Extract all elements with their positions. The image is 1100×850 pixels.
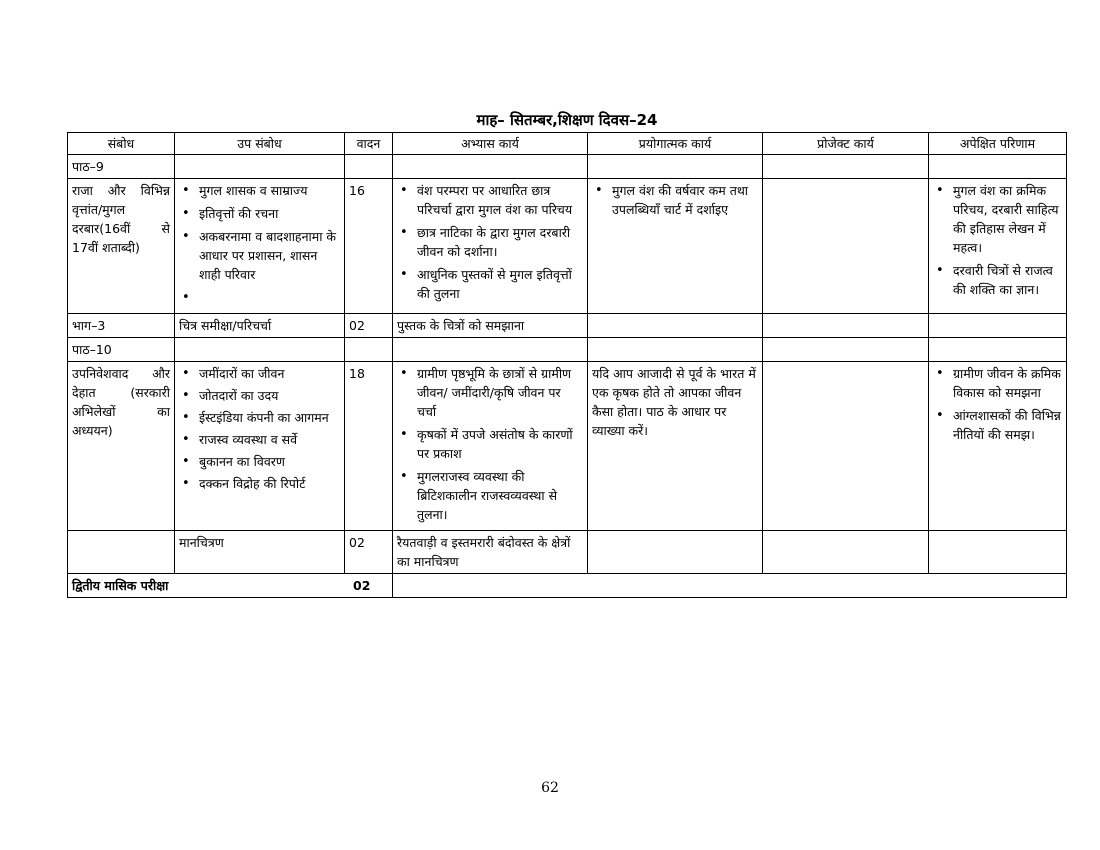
path9-abhyas-list xyxy=(397,181,583,303)
table-row xyxy=(68,338,1067,362)
list-item: • मुगल वंश का क्रमिक परिचय, दरबारी साहित्य की इतिहास लेखन में महत्व। xyxy=(933,181,1062,257)
header-vadan: वादन xyxy=(345,133,393,155)
table-row xyxy=(68,155,1067,179)
exam-label: द्वितीय मासिक परीक्षा xyxy=(72,578,169,593)
path10-parinam-list xyxy=(933,364,1062,444)
header-parinam: अपेक्षित परिणाम xyxy=(929,133,1067,155)
list-item: • मुगल वंश की वर्षवार कम तथा उपलब्धियाँ चार्ट में दर्शाइए xyxy=(592,181,758,219)
header-row xyxy=(68,133,1067,155)
path10-label: पाठ–10 xyxy=(68,338,175,362)
path10-up-sambodh-list xyxy=(179,364,340,493)
bhag3-vadan: 02 xyxy=(345,314,393,338)
manchitran-abhyas: रैयतवाड़ी व इस्तमरारी बंदोवस्त के क्षेत्रों का मानचित्रण xyxy=(393,531,588,574)
exam-row xyxy=(68,574,1067,598)
header-prayogatmak: प्रयोगात्मक कार्य xyxy=(588,133,763,155)
list-item: • दरवारी चित्रों से राजत्व की शक्ति का ज्ञान। xyxy=(933,261,1062,299)
path9-up-sambodh-list xyxy=(179,181,340,307)
table-row xyxy=(68,314,1067,338)
list-item: • ग्रामीण पृष्ठभूमि के छात्रों से ग्रामीण जीवन/ जमींदारी/कृषि जीवन पर चर्चा xyxy=(397,364,583,421)
header-abhyas: अभ्यास कार्य xyxy=(393,133,588,155)
list-item: • मुगल शासक व साम्राज्य xyxy=(179,181,340,200)
list-item: • राजस्व व्यवस्था व सर्वे xyxy=(179,430,340,449)
page-number: 62 xyxy=(541,780,559,796)
bhag3-label: भाग–3 xyxy=(68,314,175,338)
page-title: माह– सितम्बर,शिक्षण दिवस–24 xyxy=(476,111,658,129)
exam-vadan: 02 xyxy=(353,578,371,593)
list-item: • ग्रामीण जीवन के क्रमिक विकास को समझना xyxy=(933,364,1062,402)
header-project: प्रोजेक्ट कार्य xyxy=(763,133,929,155)
path10-sambodh: उपनिवेशवाद और देहात (सरकारी अभिलेखों का अध्ययन) xyxy=(68,362,175,531)
path9-parinam-list xyxy=(933,181,1062,299)
header-up-sambodh: उप संबोध xyxy=(175,133,345,155)
bhag3-up-sambodh: चित्र समीक्षा/परिचर्चा xyxy=(175,314,345,338)
path9-sambodh: राजा और विभिन्न वृत्तांत/मुगल दरबार(16वीं से 17वीं शताब्दी) xyxy=(68,179,175,314)
list-item: • मुगलराजस्व व्यवस्था की ब्रिटिशकालीन राजस्वव्यवस्था से तुलना। xyxy=(397,467,583,524)
list-item: • ईस्टइंडिया कंपनी का आगमन xyxy=(179,408,340,427)
list-item: • वंश परम्परा पर आधारित छात्र परिचर्चा द्वारा मुगल वंश का परिचय xyxy=(397,181,583,219)
list-item: • जोतदारों का उदय xyxy=(179,386,340,405)
list-item: • छात्र नाटिका के द्वारा मुगल दरबारी जीवन को दर्शाना। xyxy=(397,223,583,261)
path10-vadan: 18 xyxy=(345,362,393,531)
list-item: • आधुनिक पुस्तकों से मुगल इतिवृत्तों की तुलना xyxy=(397,265,583,303)
list-item: • कृषकों में उपजे असंतोष के कारणों पर प्रकाश xyxy=(397,425,583,463)
path9-project xyxy=(763,179,929,314)
list-item: • इतिवृत्तों की रचना xyxy=(179,204,340,223)
path10-abhyas-list xyxy=(397,364,583,524)
list-item: • आंग्लशासकों की विभिन्न नीतियों की समझ। xyxy=(933,406,1062,444)
manchitran-up-sambodh: मानचित्रण xyxy=(175,531,345,574)
header-sambodh: संबोध xyxy=(68,133,175,155)
list-item: • जमींदारों का जीवन xyxy=(179,364,340,383)
list-item: • अकबरनामा व बादशाहनामा के आधार पर प्रशासन, शासन शाही परिवार xyxy=(179,227,340,284)
manchitran-vadan: 02 xyxy=(345,531,393,574)
table-row xyxy=(68,179,1067,314)
path10-prayogatmak: यदि आप आजादी से पूर्व के भारत में एक कृषक होते तो आपका जीवन कैसा होता। पाठ के आधार पर व्याख्या करें। xyxy=(588,362,763,531)
list-item: • बुकानन का विवरण xyxy=(179,452,340,471)
path9-prayogatmak-list xyxy=(592,181,758,219)
path9-label: पाठ–9 xyxy=(68,155,175,179)
lesson-plan-table xyxy=(67,132,1067,598)
list-item: • दक्कन विद्रोह की रिपोर्ट xyxy=(179,474,340,493)
list-item xyxy=(179,288,340,307)
path9-vadan: 16 xyxy=(345,179,393,314)
path10-project xyxy=(763,362,929,531)
table-row xyxy=(68,531,1067,574)
bhag3-abhyas: पुस्तक के चित्रों को समझाना xyxy=(393,314,588,338)
table-row xyxy=(68,362,1067,531)
